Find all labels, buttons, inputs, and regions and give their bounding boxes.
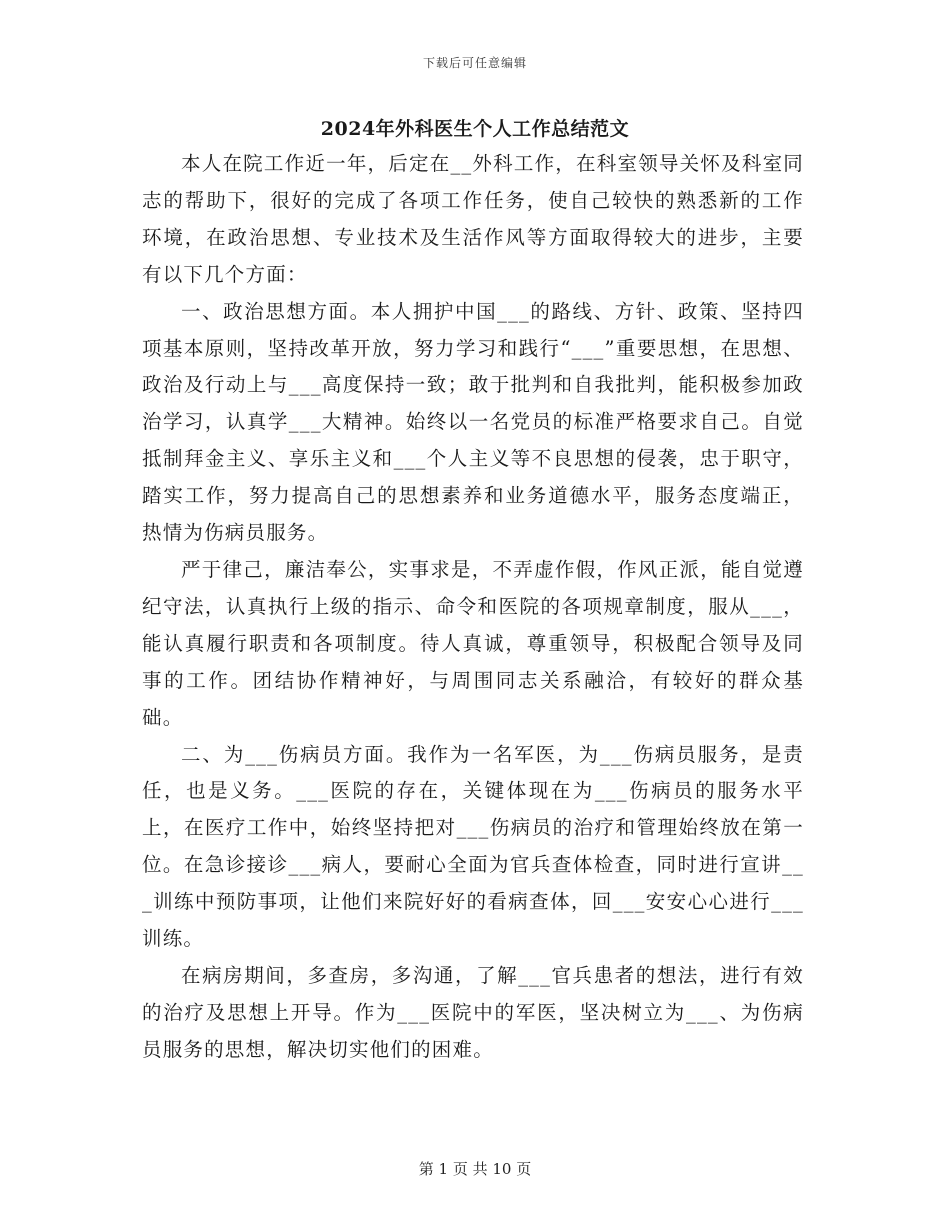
- paragraph-intro: 本人在院工作近一年，后定在__外科工作，在科室领导关怀及科室同志的帮助下，很好的完成了各项工作任务，使自己较快的熟悉新的工作环境，在政治思想、专业技术及生活作风等方面取得较大的进步，主要有以下几个方面：: [142, 152, 804, 286]
- document-body: [142, 146, 804, 1069]
- page-footer: 第 1 页 共 10 页: [418, 1160, 532, 1178]
- paragraph-political: 一、政治思想方面。本人拥护中国___的路线、方针、政策、坚持四项基本原则，坚持改革开放，努力学习和践行“___”重要思想，在思想、政治及行动上与___高度保持一致；敢于批判和自我批判，能积极参加政治学习，认真学___大精神。始终以一名党员的标准严格要求自己。自觉抵制拜金主义、享乐主义和___个人主义等不良思想的侵袭，忠于职守，踏实工作，努力提高自己的思想素养和业务道德水平，服务态度端正，热情为伤病员服务。: [142, 299, 804, 545]
- document-title: 2024年外科医生个人工作总结范文: [320, 118, 630, 140]
- paragraph-service: 二、为___伤病员方面。我作为一名军医，为___伤病员服务，是责任，也是义务。___医院的存在，关键体现在为___伤病员的服务水平上，在医疗工作中，始终坚持把对___伤病员的治疗和管理始终放在第一位。在急诊接诊___病人，要耐心全面为官兵查体检查，同时进行宣讲___训练中预防事项，让他们来院好好的看病查体，回___安安心心进行___训练。: [142, 742, 804, 951]
- header-note: 下载后可任意编辑: [422, 56, 527, 70]
- paragraph-ward: 在病房期间，多查房，多沟通，了解___官兵患者的想法，进行有效的治疗及思想上开导。作为___医院中的军医，坚决树立为___、为伤病员服务的思想，解决切实他们的困难。: [142, 963, 804, 1061]
- paragraph-discipline: 严于律己，廉洁奉公，实事求是，不弄虚作假，作风正派，能自觉遵纪守法，认真执行上级的指示、命令和医院的各项规章制度，服从___，能认真履行职责和各项制度。待人真诚，尊重领导，积极配合领导及同事的工作。团结协作精神好，与周围同志关系融洽，有较好的群众基础。: [142, 557, 804, 729]
